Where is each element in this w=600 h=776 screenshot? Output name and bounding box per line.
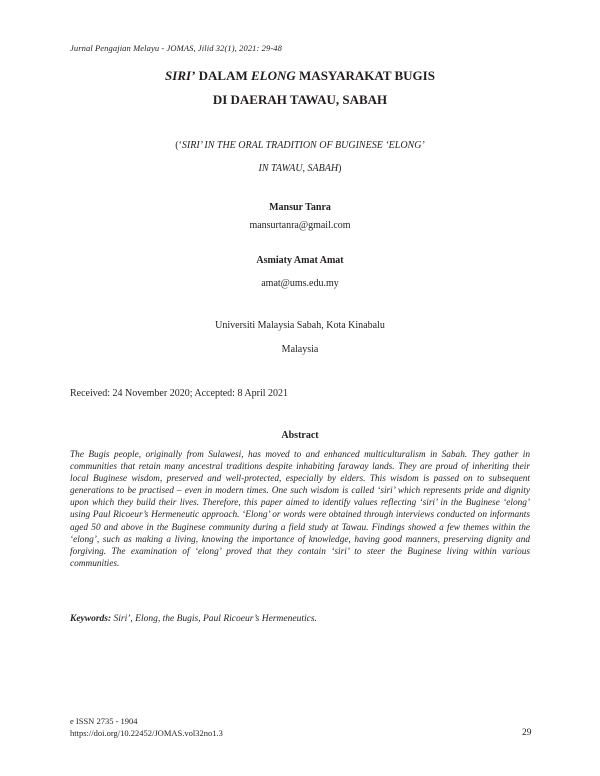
journal-citation: Jurnal Pengajian Melayu - JOMAS, Jilid 32(1), 2021: 29-48 [70,43,283,53]
keywords-text: Siri’, Elong, the Bugis, Paul Ricoeur’s Hermeneutics. [111,614,317,624]
author-email-1[interactable]: mansurtanra@gmail.com [249,220,351,231]
keywords-line [70,614,317,624]
received-accepted-dates: Received: 24 November 2020; Accepted: 8 April 2021 [70,388,289,399]
title-line-2: DI DAERAH TAWAU, SABAH [212,92,388,107]
english-title-line-1 [0,140,600,151]
affiliation-line-2: Malaysia [281,344,319,355]
english-title-text-1: SIRI’ IN THE ORAL TRADITION OF BUGINESE ‘ELONG’ [181,140,425,151]
abstract-heading: Abstract [281,430,319,441]
footer-doi-link[interactable]: https://doi.org/10.22452/JOMAS.vol32no1.3 [70,728,223,738]
english-title-open: (‘ [175,140,182,151]
keywords-label: Keywords: [70,614,112,624]
title-line-1 [0,67,600,84]
title-masyarakat: MASYARAKAT BUGIS [295,68,435,83]
abstract-body: The Bugis people, originally from Sulawesi, has moved to and enhanced multiculturalism in Sabah. They gather in communities that retain many ancestral traditions despite inhabiting faraway lands. They are proud of inheriting their local Buginese wisdom, preserved and well-protected, especially by elders. This wisdom is passed on to subsequent generations to be practised – even in modern times. One such wisdom is called ‘siri’ which represents pride and dignity upon which they build their lives. Therefore, this paper aimed to identify values reflecting ‘siri’ in the Buginese ‘elong’ using Paul Ricoeur’s Hermeneutic approach. ‘Elong’ or words were obtained through interviews conducted on informants aged 50 and above in the Buginese community during a field study at Tawau. Findings showed a few themes within the ‘elong’, such as making a living, knowing the importance of knowledge, having good manners, preserving dignity and forgiving. The examination of ‘elong’ proved that they contain ‘siri’ to steer the Buginese living within various communities. [70,450,530,569]
title-dalam: DALAM [195,68,251,83]
english-title-line-2 [0,163,600,174]
title-siri: SIRI’ [165,68,196,83]
author-name-1: Mansur Tanra [269,202,331,213]
english-title-text-2: IN TAWAU, SABAH [258,163,339,174]
author-name-2: Asmiaty Amat Amat [256,255,344,266]
author-email-2[interactable]: amat@ums.edu.my [261,278,339,289]
english-title-close: ) [338,163,342,174]
footer-issn: e ISSN 2735 - 1904 [70,716,138,726]
title-elong: ELONG [251,68,296,83]
affiliation-line-1: Universiti Malaysia Sabah, Kota Kinabalu [215,320,385,331]
page-number: 29 [522,728,532,738]
